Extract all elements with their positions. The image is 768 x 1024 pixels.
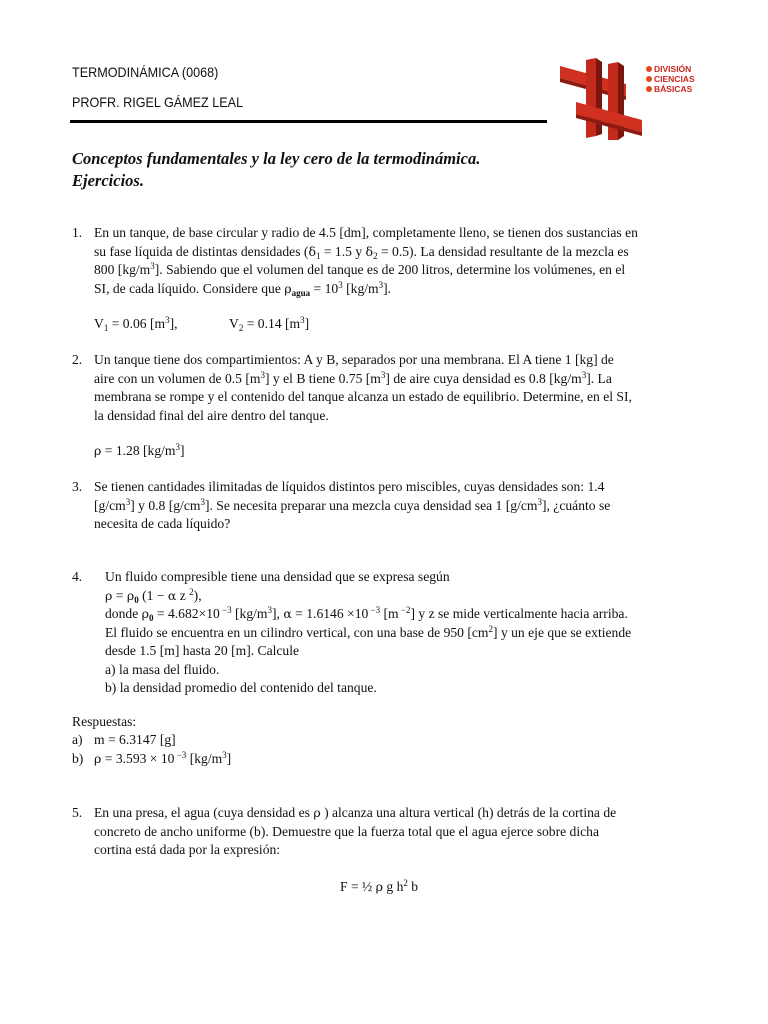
text-line: aire con un volumen de 0.5 $[m^3]$ y el B tiene 0.75 $[m^3]$ de aire cuya densidad es 0.8 $[kg/m^3]$. La [94,369,612,386]
text-line: El fluido se encuentra en un cilindro vertical, con una base de 950 $[cm^2]$ y un eje que se extiende [105,623,632,640]
text-line: membrana se rompe y el contenido del tanque alcanza un estado de equilibrio. Determine, en el SI, [94,389,632,404]
text-line: $\rho = \rho_0$ (1 − α z $^2$), [105,586,202,605]
text-line: SI, de cada líquido. Considere que $\rho_{agua} = 10^3$ $[kg/m^3]$. [94,279,392,298]
text-line: concreto de ancho uniforme (b). Demuestre que la fuerza total que el agua ejerce sobre dicha [94,823,599,839]
course-title: TERMODINÁMICA (0068) [72,64,219,80]
answer-a-label: a) [72,732,83,747]
exercise-1-answer-2: $V_2 = 0.14$ $[m^3]$ [229,315,310,333]
exercise-2-text [94,351,697,425]
logo-text [646,64,695,94]
text-line: En un tanque, de base circular y radio de 4.5 [dm], completamente lleno, se tienen dos sustancias en [94,225,638,240]
answer-b: ρ = 3.593 × 10 $^{-3}$ $[kg/m^3]$ [94,750,232,766]
exercise-1-text [94,224,697,298]
text-line: desde 1.5 [m] hasta 20 [m]. Calcule [105,643,300,658]
text-line: Se tienen cantidades ilimitadas de líquidos distintos pero miscibles, cuyas densidades son: 1.4 [94,479,605,494]
text-line: b) la densidad promedio del contenido del tanque. [105,680,377,695]
page-title [72,148,480,192]
exercise-4-text [105,568,705,698]
text-line: $[g/cm^3]$ y 0.8 $[g/cm^3]$. Se necesita preparar una mezcla cuya densidad sea 1 $[g/cm^3]$, ¿cuánto se [94,496,611,513]
exercise-number: 2. [72,352,83,367]
logo-line: CIENCIAS [646,74,695,84]
answer-b-label: b) [72,751,84,766]
exercise-number: 1. [72,225,83,240]
text-line: Un fluido compresible tiene una densidad que se expresa según [105,569,450,584]
answers-title: Respuestas: [72,714,137,729]
text-line: 800 $[kg/m^3]$. Sabiendo que el volumen del tanque es de 200 litros, determine los volúmenes, en el [94,261,626,277]
exercise-number: 3. [72,479,83,494]
text-line: la densidad final del aire dentro del tanque. [94,407,329,423]
exercise-number: 4. [72,569,83,584]
header-divider [70,120,547,123]
text-line: donde $\rho_0 = 4.682\times 10$ $^{-3}$ $[kg/m^3]$, α = 1.6146 ×10 $^{-3}$ [m $^{-2}$] y z se mide verticalmente hacia arriba. [105,605,628,623]
logo-line: DIVISIÓN [646,64,695,74]
exercise-3-text [94,478,697,534]
text-line: necesita de cada líquido? [94,516,231,531]
text-line: En una presa, el agua (cuya densidad es ρ ) alcanza una altura vertical (h) detrás de la cortina de [94,805,617,820]
exercise-1-answer: $V_1 = 0.06$ $[m^3]$, [94,315,178,333]
exercise-number: 5. [72,805,83,820]
text-line: su fase líquida de distintas densidades ($\delta_1 = 1.5$ y $\delta_2 = 0.5$). La densidad resultante de la mezcla es [94,243,629,261]
exercise-2-answer: ρ = 1.28 $[kg/m^3]$ [94,442,185,458]
exercise-5-text [94,804,697,860]
text-line: cortina está dada por la expresión: [94,842,281,857]
professor-name: PROFR. RIGEL GÁMEZ LEAL [72,94,244,110]
text-line: a) la masa del fluido. [105,661,220,677]
title-line: Conceptos fundamentales y la ley cero de la termodinámica. [72,149,481,168]
logo-line: BÁSICAS [646,84,695,94]
title-line: Ejercicios. [72,171,144,190]
answer-a: m = 6.3147 [g] [94,732,176,747]
formula: F = ½ ρ g $h^2$ b [340,878,419,894]
text-line: Un tanque tiene dos compartimientos: A y B, separados por una membrana. El A tiene 1 [kg] de [94,352,614,367]
